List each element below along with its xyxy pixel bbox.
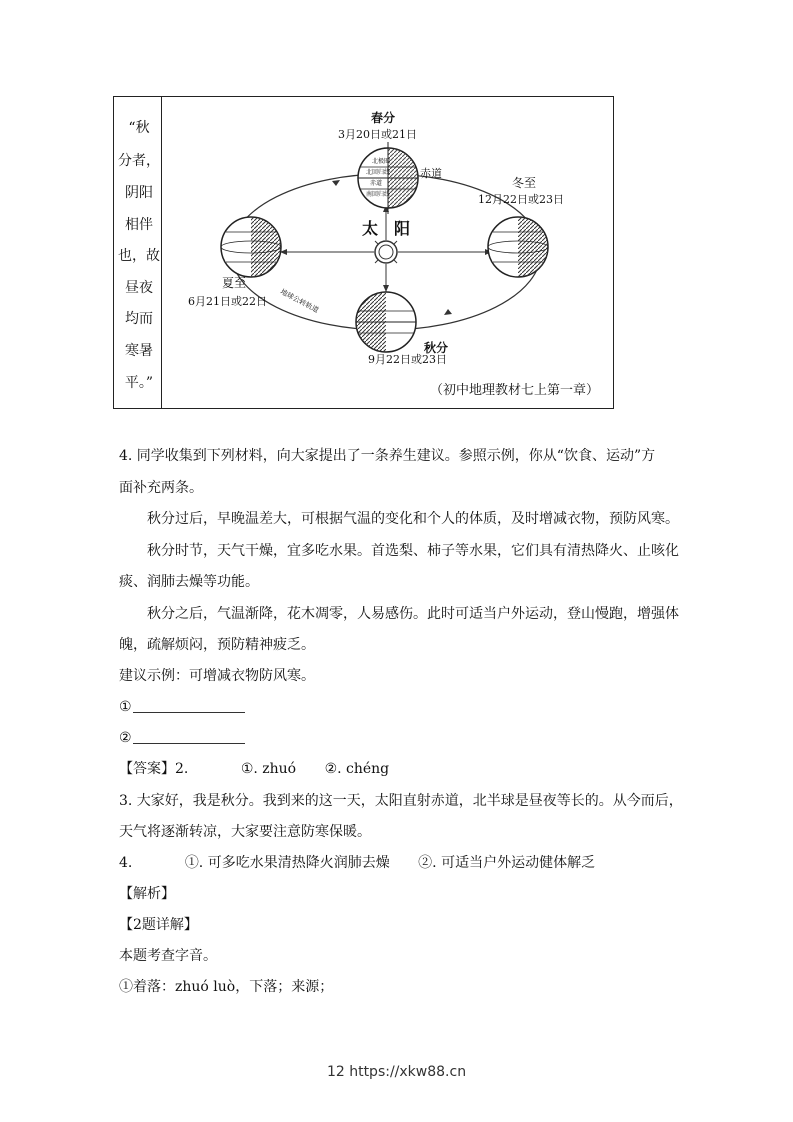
blank-line [133,729,245,744]
answer-line: 3. 大家好，我是秋分。我到来的这一天，太阳直射赤道，北半球是昼夜等长的。从今而后， [119,793,683,809]
material-paragraph: 秋分过后，早晚温差大，可根据气温的变化和个人的体质，及时增减衣物，预防风寒。 [147,511,679,527]
suggestion-example: 建议示例：可增减衣物防风寒。 [119,668,315,684]
globe-label: 北极圈 [372,158,391,165]
material-paragraph: 秋分时节，天气干燥，宜多吃水果。首选梨、柿子等水果，它们具有清热降火、止咳化 [147,543,679,559]
earth-orbit-diagram [162,97,613,408]
quote-line: 分者， [118,153,160,169]
answer-prefix: 4. [119,855,133,871]
answer-item: ②. 可适当户外运动健体解乏 [418,855,596,871]
globe-label: 北回归线 [366,169,391,176]
blank-line [133,698,245,713]
summer-date: 6月21日或22日 [188,295,267,308]
answer-item: ①. 可多吃水果清热降火润肺去燥 [184,855,390,871]
globe-autumn [356,292,416,352]
sun-icon [370,236,402,268]
material-paragraph: 痰、润肺去燥等功能。 [119,574,259,590]
answer-prefix: 【答案】2. [119,761,189,777]
summer-label: 夏至 [222,276,247,290]
autumn-date: 9月22日或23日 [368,353,447,366]
answer-line: 天气将逐渐转凉，大家要注意防寒保暖。 [119,824,371,840]
quote-line: 阴阳 [125,185,153,201]
answer-blank-1 [119,697,245,717]
quote-line: 均而 [125,311,153,327]
globe-label: 南回归线 [366,191,391,198]
spring-label: 春分 [371,111,396,125]
question-prompt: 4. 同学收集到下列材料，向大家提出了一条养生建议。参照示例，你从“饮食、运动”方 [119,448,656,464]
analysis-heading: 【解析】 [119,886,175,902]
sun-label: 太 阳 [362,219,411,238]
blank-number: ② [119,730,132,746]
orbit-diagram-svg [162,97,614,408]
quote-line: 平。” [124,375,154,391]
globe-spring [358,142,418,214]
question-prompt: 面补充两条。 [119,480,203,496]
equator-label: 赤道 [420,167,442,180]
quote-line: 也，故 [118,248,160,264]
answer-line [119,759,389,779]
orbit-label: 地球公转轨道 [279,287,320,315]
quote-line: 相伴 [125,217,153,233]
arrow-down-icon [383,285,389,292]
figure-caption: （初中地理教材七上第一章） [429,383,599,398]
answer-item: ②. chéng [324,761,390,777]
autumn-label: 秋分 [424,341,449,355]
winter-label: 冬至 [512,176,537,190]
globe-summer [221,217,281,277]
answer-item: ①. zhuó [240,761,297,777]
quote-cell [114,97,162,408]
material-paragraph: 魄，疏解烦闷，预防精神疲乏。 [119,637,315,653]
orbit-arrow-icon [444,309,452,315]
detail-item: ①着落：zhuó luò，下落；来源； [119,979,334,995]
detail-heading: 【2题详解】 [119,917,198,933]
winter-date: 12月22日或23日 [478,193,564,206]
globe-label: 赤道 [370,180,383,187]
blank-number: ① [119,699,132,715]
orbit-arrow-icon [332,180,340,186]
detail-text: 本题考查字音。 [119,948,217,964]
page-footer: 12 https://xkw88.cn [326,1064,467,1080]
spring-date: 3月20日或21日 [338,128,417,141]
quote-line: “秋 [128,120,150,136]
figure-table [113,96,614,409]
answer-line [119,853,595,873]
material-paragraph: 秋分之后，气温渐降，花木凋零，人易感伤。此时可适当户外运动，登山慢跑，增强体 [147,606,679,622]
quote-line: 寒暑 [125,343,153,359]
answer-blank-2 [119,728,245,748]
globe-winter [488,217,548,277]
quote-line: 昼夜 [125,280,153,296]
